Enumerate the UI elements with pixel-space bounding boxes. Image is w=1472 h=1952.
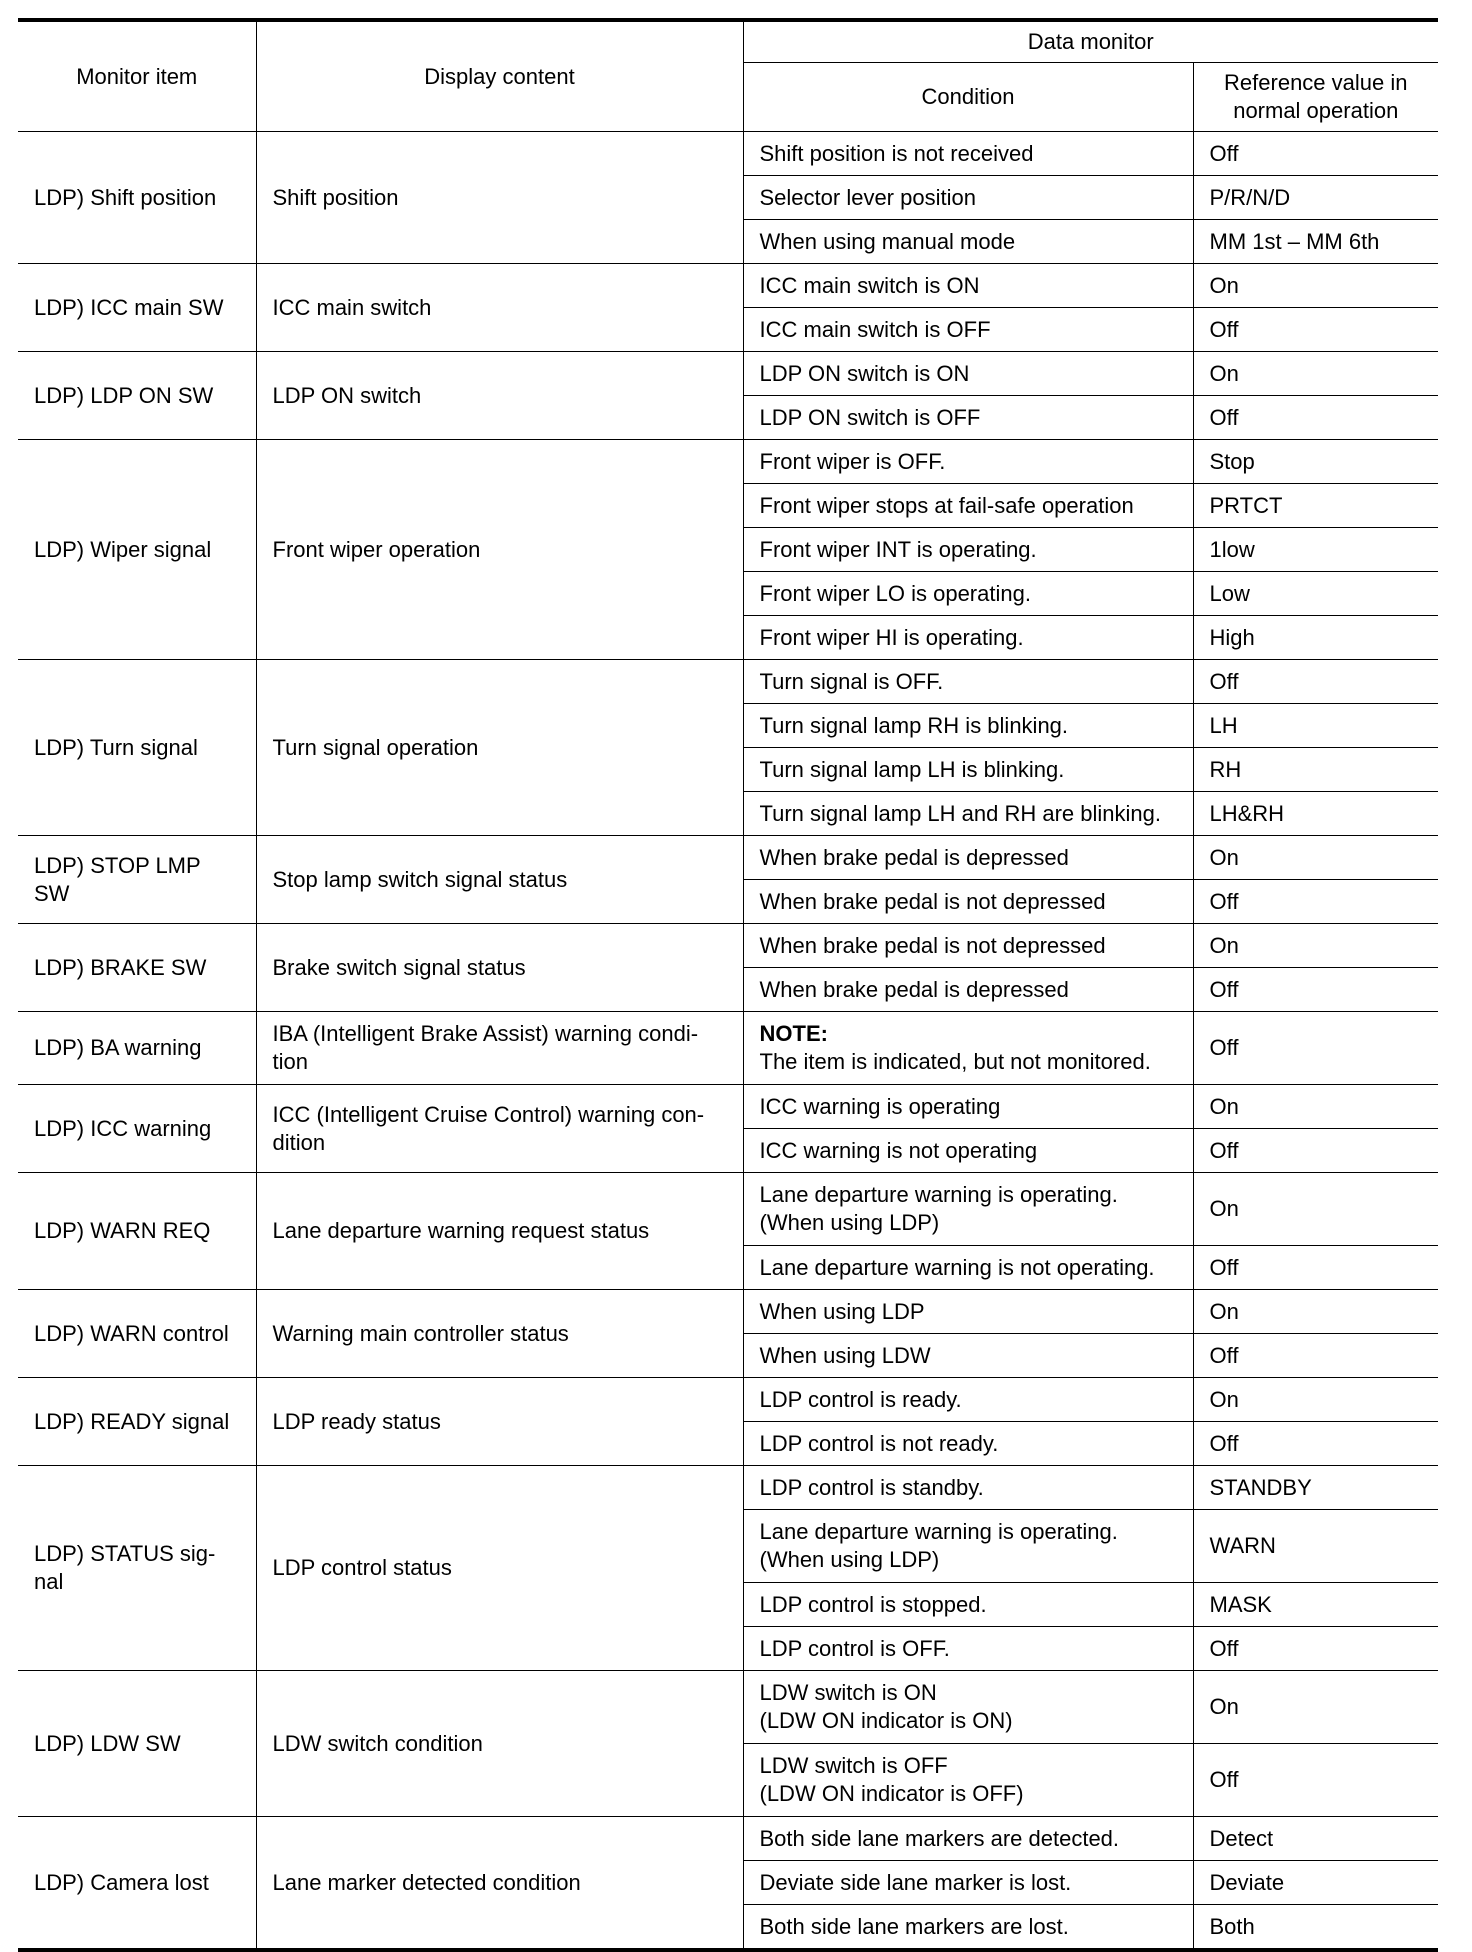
condition-cell bbox=[743, 1861, 1193, 1905]
condition-cell bbox=[743, 1744, 1193, 1817]
condition-cell bbox=[743, 1012, 1193, 1085]
condition-text: LDP control is not ready. bbox=[759, 1430, 999, 1456]
reference-value-cell: RH bbox=[1193, 748, 1438, 792]
condition-cell bbox=[743, 132, 1193, 176]
header-display-content: Display content bbox=[256, 20, 743, 132]
monitor-item-cell: LDP) LDW SW bbox=[18, 1671, 256, 1817]
condition-cell bbox=[743, 1173, 1193, 1246]
condition-text: Lane departure warning is not operating. bbox=[759, 1254, 1155, 1280]
condition-text: LDW switch is OFF (LDW ON indicator is OFF) bbox=[759, 1753, 1024, 1806]
condition-text: Front wiper HI is operating. bbox=[759, 624, 1024, 650]
condition-text: Both side lane markers are lost. bbox=[759, 1913, 1069, 1939]
monitor-item-cell: LDP) WARN control bbox=[18, 1290, 256, 1378]
monitor-item-cell: LDP) Wiper signal bbox=[18, 440, 256, 660]
reference-value-cell: WARN bbox=[1193, 1510, 1438, 1583]
reference-value-cell: On bbox=[1193, 1173, 1438, 1246]
condition-cell bbox=[743, 396, 1193, 440]
condition-text: Turn signal lamp LH is blinking. bbox=[759, 756, 1065, 782]
note-label: NOTE: bbox=[759, 1021, 828, 1046]
reference-value-cell: Both bbox=[1193, 1905, 1438, 1951]
condition-text: Both side lane markers are detected. bbox=[759, 1825, 1120, 1851]
monitor-item-cell: LDP) WARN REQ bbox=[18, 1173, 256, 1290]
reference-value-cell: Off bbox=[1193, 968, 1438, 1012]
condition-cell bbox=[743, 572, 1193, 616]
condition-cell bbox=[743, 1817, 1193, 1861]
condition-text: Lane departure warning is operating. (When using LDP) bbox=[759, 1519, 1118, 1572]
condition-text: Lane departure warning is operating. (When using LDP) bbox=[759, 1182, 1118, 1235]
condition-cell bbox=[743, 1290, 1193, 1334]
reference-value-cell: LH bbox=[1193, 704, 1438, 748]
condition-text: Turn signal is OFF. bbox=[759, 668, 944, 694]
display-content-cell: ICC main switch bbox=[256, 264, 743, 352]
condition-cell bbox=[743, 836, 1193, 880]
condition-cell bbox=[743, 264, 1193, 308]
reference-value-cell: High bbox=[1193, 616, 1438, 660]
condition-cell bbox=[743, 308, 1193, 352]
condition-text: The item is indicated, but not monitored. bbox=[759, 1049, 1151, 1074]
reference-value-cell: On bbox=[1193, 1671, 1438, 1744]
condition-cell bbox=[743, 660, 1193, 704]
condition-cell bbox=[743, 220, 1193, 264]
reference-value-cell: MASK bbox=[1193, 1583, 1438, 1627]
reference-value-cell: Off bbox=[1193, 396, 1438, 440]
table-row bbox=[18, 1817, 1438, 1861]
condition-text: Front wiper INT is operating. bbox=[759, 536, 1037, 562]
table-row bbox=[18, 1290, 1438, 1334]
reference-value-cell: Deviate bbox=[1193, 1861, 1438, 1905]
reference-value-cell: On bbox=[1193, 836, 1438, 880]
reference-value-cell: Off bbox=[1193, 880, 1438, 924]
display-content-cell: Turn signal operation bbox=[256, 660, 743, 836]
reference-value-cell: Off bbox=[1193, 1744, 1438, 1817]
reference-value-cell: Off bbox=[1193, 1129, 1438, 1173]
table-row bbox=[18, 1085, 1438, 1129]
header-row-top bbox=[18, 20, 1438, 63]
display-content-cell: Brake switch signal status bbox=[256, 924, 743, 1012]
condition-cell bbox=[743, 880, 1193, 924]
monitor-item-cell: LDP) BRAKE SW bbox=[18, 924, 256, 1012]
monitor-item-cell: LDP) READY signal bbox=[18, 1378, 256, 1466]
table-row bbox=[18, 924, 1438, 968]
condition-text: Selector lever position bbox=[759, 184, 976, 210]
display-content-cell: Shift position bbox=[256, 132, 743, 264]
display-content-cell: LDP ON switch bbox=[256, 352, 743, 440]
table-row bbox=[18, 1378, 1438, 1422]
table-row bbox=[18, 264, 1438, 308]
header-reference-value: Reference value in normal operation bbox=[1193, 63, 1438, 132]
reference-value-cell: Off bbox=[1193, 1012, 1438, 1085]
condition-cell bbox=[743, 1510, 1193, 1583]
condition-text: LDP control is stopped. bbox=[759, 1591, 987, 1617]
condition-cell bbox=[743, 1583, 1193, 1627]
reference-value-cell: Off bbox=[1193, 1334, 1438, 1378]
condition-cell bbox=[743, 616, 1193, 660]
reference-value-cell: Off bbox=[1193, 1246, 1438, 1290]
condition-cell bbox=[743, 1334, 1193, 1378]
reference-value-cell: Off bbox=[1193, 1422, 1438, 1466]
condition-cell bbox=[743, 1129, 1193, 1173]
reference-value-cell: On bbox=[1193, 1378, 1438, 1422]
condition-text: ICC main switch is OFF bbox=[759, 316, 991, 342]
table-row bbox=[18, 440, 1438, 484]
header-condition: Condition bbox=[743, 63, 1193, 132]
table-row bbox=[18, 352, 1438, 396]
display-content-cell: ICC (Intelligent Cruise Control) warning con- dition bbox=[256, 1085, 743, 1173]
reference-value-cell: Stop bbox=[1193, 440, 1438, 484]
condition-text: LDP control is OFF. bbox=[759, 1635, 950, 1661]
condition-cell bbox=[743, 484, 1193, 528]
condition-cell bbox=[743, 1085, 1193, 1129]
table-body bbox=[18, 132, 1438, 1951]
display-content-cell: Stop lamp switch signal status bbox=[256, 836, 743, 924]
condition-text: ICC warning is not operating bbox=[759, 1137, 1038, 1163]
reference-value-cell: On bbox=[1193, 1085, 1438, 1129]
condition-text: Front wiper is OFF. bbox=[759, 448, 946, 474]
display-content-cell: Warning main controller status bbox=[256, 1290, 743, 1378]
reference-value-cell: PRTCT bbox=[1193, 484, 1438, 528]
table-row bbox=[18, 132, 1438, 176]
reference-value-cell: On bbox=[1193, 1290, 1438, 1334]
table-row bbox=[18, 1466, 1438, 1510]
monitor-item-cell: LDP) Camera lost bbox=[18, 1817, 256, 1951]
condition-cell bbox=[743, 1671, 1193, 1744]
table-row bbox=[18, 836, 1438, 880]
display-content-cell: Front wiper operation bbox=[256, 440, 743, 660]
condition-text: When brake pedal is not depressed bbox=[759, 888, 1106, 914]
reference-value-cell: On bbox=[1193, 924, 1438, 968]
condition-text: Front wiper stops at fail-safe operation bbox=[759, 492, 1134, 518]
reference-value-cell: Off bbox=[1193, 1627, 1438, 1671]
table-row bbox=[18, 1173, 1438, 1246]
condition-cell bbox=[743, 1466, 1193, 1510]
condition-cell bbox=[743, 1246, 1193, 1290]
condition-text: LDW switch is ON (LDW ON indicator is ON) bbox=[759, 1680, 1013, 1733]
table-header bbox=[18, 20, 1438, 132]
table-row bbox=[18, 1671, 1438, 1744]
monitor-item-cell: LDP) STOP LMP SW bbox=[18, 836, 256, 924]
condition-text: Front wiper LO is operating. bbox=[759, 580, 1031, 606]
condition-text: LDP control is ready. bbox=[759, 1386, 962, 1412]
display-content-cell: LDP control status bbox=[256, 1466, 743, 1671]
reference-value-cell: Low bbox=[1193, 572, 1438, 616]
condition-text: When brake pedal is not depressed bbox=[759, 932, 1106, 958]
display-content-cell: Lane departure warning request status bbox=[256, 1173, 743, 1290]
header-monitor-item: Monitor item bbox=[18, 20, 256, 132]
condition-text: When using manual mode bbox=[759, 228, 1016, 254]
data-monitor-table bbox=[18, 18, 1438, 1952]
reference-value-cell: 1low bbox=[1193, 528, 1438, 572]
monitor-item-cell: LDP) Shift position bbox=[18, 132, 256, 264]
display-content-cell: LDP ready status bbox=[256, 1378, 743, 1466]
condition-cell bbox=[743, 440, 1193, 484]
condition-cell bbox=[743, 704, 1193, 748]
display-content-cell: IBA (Intelligent Brake Assist) warning condi- tion bbox=[256, 1012, 743, 1085]
reference-value-cell: On bbox=[1193, 352, 1438, 396]
condition-cell bbox=[743, 924, 1193, 968]
condition-cell bbox=[743, 792, 1193, 836]
condition-text: Shift position is not received bbox=[759, 140, 1034, 166]
condition-text: Turn signal lamp RH is blinking. bbox=[759, 712, 1069, 738]
reference-value-cell: Detect bbox=[1193, 1817, 1438, 1861]
condition-text: LDP control is standby. bbox=[759, 1474, 984, 1500]
condition-cell bbox=[743, 528, 1193, 572]
display-content-cell: Lane marker detected condition bbox=[256, 1817, 743, 1951]
condition-text: When brake pedal is depressed bbox=[759, 976, 1069, 1002]
display-content-cell: LDW switch condition bbox=[256, 1671, 743, 1817]
condition-text: Turn signal lamp LH and RH are blinking. bbox=[759, 800, 1161, 826]
monitor-item-cell: LDP) Turn signal bbox=[18, 660, 256, 836]
header-data-monitor: Data monitor bbox=[743, 20, 1438, 63]
reference-value-cell: LH&RH bbox=[1193, 792, 1438, 836]
condition-text: LDP ON switch is ON bbox=[759, 360, 970, 386]
condition-cell bbox=[743, 1378, 1193, 1422]
condition-text: When using LDP bbox=[759, 1298, 925, 1324]
reference-value-cell: P/R/N/D bbox=[1193, 176, 1438, 220]
condition-cell bbox=[743, 748, 1193, 792]
condition-cell bbox=[743, 1422, 1193, 1466]
condition-cell bbox=[743, 1905, 1193, 1951]
reference-value-cell: Off bbox=[1193, 308, 1438, 352]
condition-text: LDP ON switch is OFF bbox=[759, 404, 981, 430]
condition-cell bbox=[743, 1627, 1193, 1671]
condition-text: ICC warning is operating bbox=[759, 1093, 1001, 1119]
reference-value-cell: Off bbox=[1193, 132, 1438, 176]
monitor-item-cell: LDP) LDP ON SW bbox=[18, 352, 256, 440]
condition-text: When brake pedal is depressed bbox=[759, 844, 1069, 870]
reference-value-cell: STANDBY bbox=[1193, 1466, 1438, 1510]
reference-value-cell: On bbox=[1193, 264, 1438, 308]
condition-cell bbox=[743, 352, 1193, 396]
condition-text: Deviate side lane marker is lost. bbox=[759, 1869, 1072, 1895]
condition-text: When using LDW bbox=[759, 1342, 931, 1368]
condition-text: ICC main switch is ON bbox=[759, 272, 980, 298]
condition-cell bbox=[743, 176, 1193, 220]
table-row bbox=[18, 1012, 1438, 1085]
reference-value-cell: Off bbox=[1193, 660, 1438, 704]
monitor-item-cell: LDP) ICC main SW bbox=[18, 264, 256, 352]
monitor-item-cell: LDP) STATUS sig- nal bbox=[18, 1466, 256, 1671]
condition-cell bbox=[743, 968, 1193, 1012]
monitor-item-cell: LDP) BA warning bbox=[18, 1012, 256, 1085]
table-row bbox=[18, 660, 1438, 704]
monitor-item-cell: LDP) ICC warning bbox=[18, 1085, 256, 1173]
reference-value-cell: MM 1st – MM 6th bbox=[1193, 220, 1438, 264]
